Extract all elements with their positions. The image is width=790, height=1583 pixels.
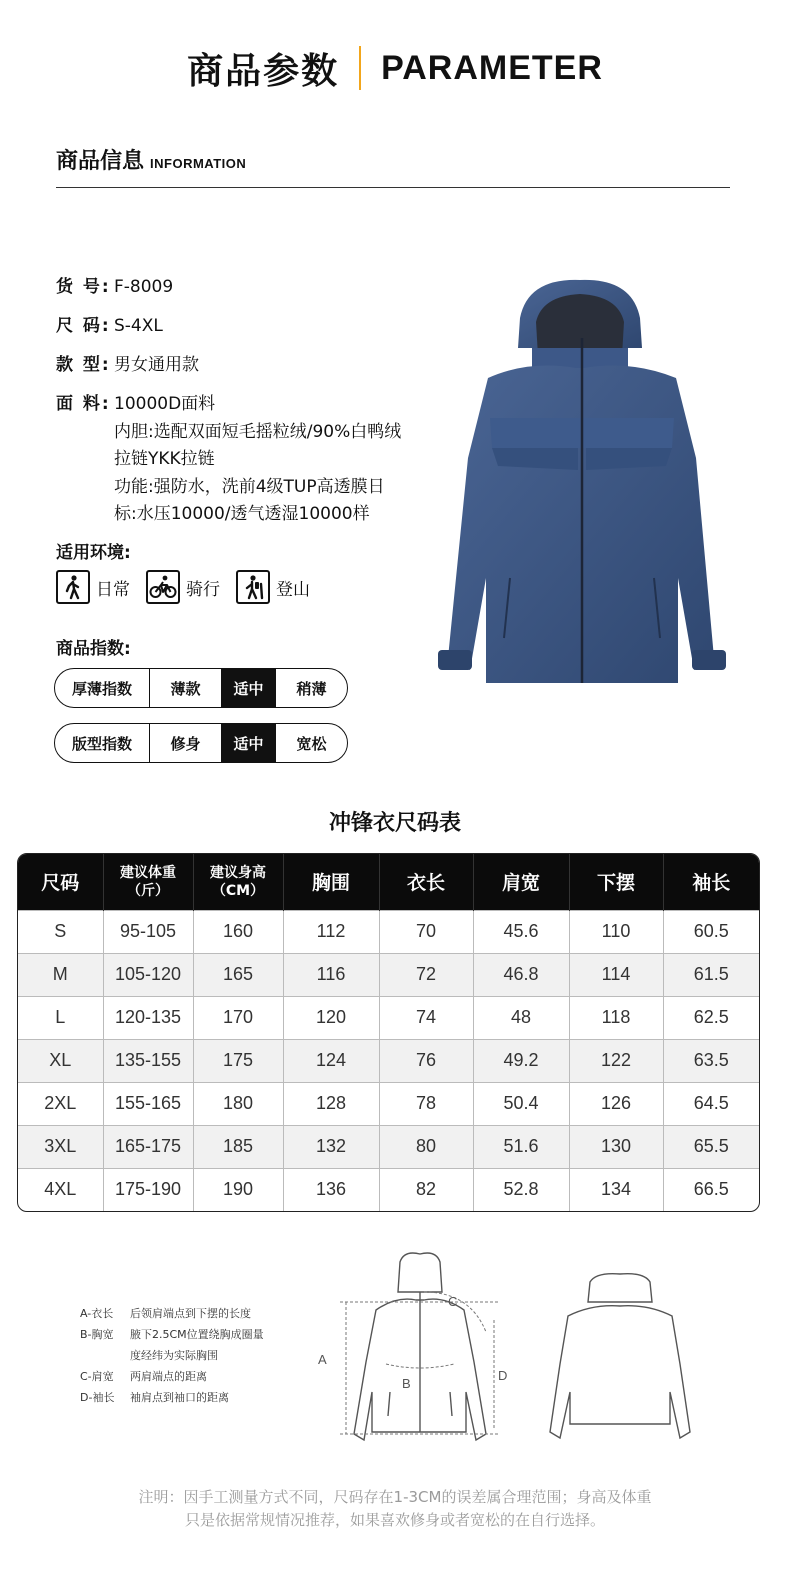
bicycle-icon <box>146 570 180 604</box>
table-cell: 126 <box>569 1082 663 1125</box>
table-cell: 64.5 <box>663 1082 759 1125</box>
table-cell: 124 <box>283 1039 379 1082</box>
page-title-cn: 商品参数 <box>187 50 340 92</box>
title-divider <box>359 46 361 90</box>
legend-row <box>80 1387 264 1408</box>
table-cell: 62.5 <box>663 996 759 1039</box>
table-cell: 60.5 <box>663 910 759 953</box>
label-b: B <box>402 1376 411 1391</box>
table-row <box>18 996 759 1039</box>
info-section-title <box>56 144 246 175</box>
env-item-cycling <box>146 570 220 604</box>
table-cell: 132 <box>283 1125 379 1168</box>
column-header: 尺码 <box>18 854 103 910</box>
legend-row <box>80 1303 264 1324</box>
table-row <box>18 1082 759 1125</box>
table-cell: 2XL <box>18 1082 103 1125</box>
jacket-image <box>428 278 744 690</box>
table-cell: 175 <box>193 1039 283 1082</box>
back-jacket-outline <box>588 1274 652 1302</box>
column-header: 建议身高 （CM） <box>193 854 283 910</box>
table-cell: 66.5 <box>663 1168 759 1211</box>
index-option: 修身 <box>149 724 221 762</box>
attr-label: 尺 码: <box>56 316 111 336</box>
index-option-selected: 适中 <box>221 724 275 762</box>
table-cell: 128 <box>283 1082 379 1125</box>
attr-label: 货 号: <box>56 277 111 297</box>
environment-title: 适用环境: <box>56 543 131 563</box>
column-header: 胸围 <box>283 854 379 910</box>
table-cell: 48 <box>473 996 569 1039</box>
table-cell: 80 <box>379 1125 473 1168</box>
fit-index <box>54 723 348 763</box>
table-row <box>18 910 759 953</box>
table-cell: 49.2 <box>473 1039 569 1082</box>
table-cell: 46.8 <box>473 953 569 996</box>
index-name: 厚薄指数 <box>71 679 132 698</box>
page-header <box>0 40 790 96</box>
env-label: 骑行 <box>186 579 220 600</box>
table-cell: XL <box>18 1039 103 1082</box>
front-jacket-outline <box>398 1253 442 1292</box>
fabric-line: 10000D面料 <box>114 394 216 414</box>
index-option: 薄款 <box>149 669 221 707</box>
hiking-person-icon <box>236 570 270 604</box>
table-cell: 165 <box>193 953 283 996</box>
env-label: 登山 <box>276 579 310 600</box>
table-cell: 160 <box>193 910 283 953</box>
table-cell: 70 <box>379 910 473 953</box>
attr-value: 男女通用款 <box>114 355 199 375</box>
attr-value <box>114 391 456 529</box>
label-d: D <box>498 1368 508 1383</box>
table-row <box>18 953 759 996</box>
legend-desc: 两肩端点的距离 <box>130 1370 207 1383</box>
table-cell: 135-155 <box>103 1039 193 1082</box>
table-cell: 76 <box>379 1039 473 1082</box>
table-cell: 112 <box>283 910 379 953</box>
footnote <box>0 1486 790 1532</box>
size-table <box>17 853 760 1212</box>
table-row <box>18 1039 759 1082</box>
table-cell: S <box>18 910 103 953</box>
index-option: 稍薄 <box>275 669 347 707</box>
attr-label: 款 型: <box>56 355 111 375</box>
table-cell: 105-120 <box>103 953 193 996</box>
table-cell: L <box>18 996 103 1039</box>
legend-row <box>80 1345 264 1366</box>
table-cell: 180 <box>193 1082 283 1125</box>
table-cell: 114 <box>569 953 663 996</box>
env-item-hiking <box>236 570 310 604</box>
legend-desc: 后领肩端点到下摆的长度 <box>130 1307 251 1320</box>
table-cell: 61.5 <box>663 953 759 996</box>
fabric-line: 拉链YKK拉链 <box>114 449 215 469</box>
info-divider <box>56 187 730 188</box>
table-cell: 45.6 <box>473 910 569 953</box>
footnote-line: 只是依据常规情况推荐，如果喜欢修身或者宽松的在自行选择。 <box>184 1511 605 1529</box>
attr-fabric <box>56 391 456 529</box>
label-c: C <box>448 1294 458 1309</box>
table-cell: 170 <box>193 996 283 1039</box>
thickness-index <box>54 668 348 708</box>
index-name: 版型指数 <box>71 734 132 753</box>
table-cell: 120 <box>283 996 379 1039</box>
attr-value: S-4XL <box>114 316 163 336</box>
footnote-line: 注明：因手工测量方式不同，尺码存在1-3CM的误差属合理范围；身高及体重 <box>138 1488 652 1506</box>
index-option-selected: 适中 <box>221 669 275 707</box>
legend-row <box>80 1324 264 1345</box>
env-item-daily <box>56 570 130 604</box>
fabric-line: 内胆:选配双面短毛摇粒绒/90%白鸭绒 <box>114 421 402 442</box>
table-cell: 4XL <box>18 1168 103 1211</box>
info-title-cn: 商品信息 <box>56 149 145 174</box>
product-attributes <box>56 274 456 529</box>
table-cell: 51.6 <box>473 1125 569 1168</box>
page-title-en: PARAMETER <box>381 48 603 87</box>
info-title-en: INFORMATION <box>150 156 247 171</box>
column-header: 肩宽 <box>473 854 569 910</box>
column-header: 下摆 <box>569 854 663 910</box>
attr-value: F-8009 <box>114 277 174 297</box>
column-header: 衣长 <box>379 854 473 910</box>
table-cell: 134 <box>569 1168 663 1211</box>
env-label: 日常 <box>96 579 130 600</box>
attr-item-number <box>56 274 456 300</box>
legend-desc: 度经纬为实际胸围 <box>130 1349 218 1362</box>
table-cell: 155-165 <box>103 1082 193 1125</box>
table-cell: 110 <box>569 910 663 953</box>
attr-label: 面 料: <box>56 394 111 414</box>
table-cell: 185 <box>193 1125 283 1168</box>
legend-desc: 袖肩点到袖口的距离 <box>130 1391 229 1404</box>
table-cell: 130 <box>569 1125 663 1168</box>
table-cell: 136 <box>283 1168 379 1211</box>
legend-desc: 腋下2.5CM位置绕胸成圈量 <box>130 1328 264 1341</box>
table-cell: 74 <box>379 996 473 1039</box>
environment-list <box>56 570 326 604</box>
table-cell: 65.5 <box>663 1125 759 1168</box>
column-header: 袖长 <box>663 854 759 910</box>
label-a: A <box>318 1352 327 1367</box>
attr-style <box>56 352 456 378</box>
fabric-line: 功能:强防水，洗前4级TUP高透膜日 <box>114 476 385 497</box>
table-cell: 95-105 <box>103 910 193 953</box>
table-cell: 165-175 <box>103 1125 193 1168</box>
table-cell: 175-190 <box>103 1168 193 1211</box>
size-table-title: 冲锋衣尺码表 <box>328 811 461 836</box>
legend-row <box>80 1366 264 1387</box>
table-cell: 50.4 <box>473 1082 569 1125</box>
table-cell: 122 <box>569 1039 663 1082</box>
table-cell: 82 <box>379 1168 473 1211</box>
legend-key: C-肩宽 <box>80 1370 114 1383</box>
measurement-diagram <box>300 1252 720 1452</box>
table-header-row <box>18 854 759 910</box>
table-cell: 118 <box>569 996 663 1039</box>
walking-person-icon <box>56 570 90 604</box>
table-cell: 72 <box>379 953 473 996</box>
index-option: 宽松 <box>275 724 347 762</box>
attr-size <box>56 313 456 339</box>
table-row <box>18 1125 759 1168</box>
column-header: 建议体重 （斤） <box>103 854 193 910</box>
table-cell: 190 <box>193 1168 283 1211</box>
index-title: 商品指数: <box>56 639 131 659</box>
legend-key <box>80 1345 130 1366</box>
table-cell: M <box>18 953 103 996</box>
table-cell: 120-135 <box>103 996 193 1039</box>
table-cell: 63.5 <box>663 1039 759 1082</box>
measurement-legend <box>80 1303 264 1408</box>
legend-key: D-袖长 <box>80 1391 115 1404</box>
table-cell: 78 <box>379 1082 473 1125</box>
table-row <box>18 1168 759 1211</box>
table-cell: 52.8 <box>473 1168 569 1211</box>
legend-key: B-胸宽 <box>80 1328 114 1341</box>
fabric-line: 标:水压10000/透气透湿10000样 <box>114 504 370 524</box>
legend-key: A-衣长 <box>80 1307 114 1320</box>
table-cell: 116 <box>283 953 379 996</box>
table-cell: 3XL <box>18 1125 103 1168</box>
